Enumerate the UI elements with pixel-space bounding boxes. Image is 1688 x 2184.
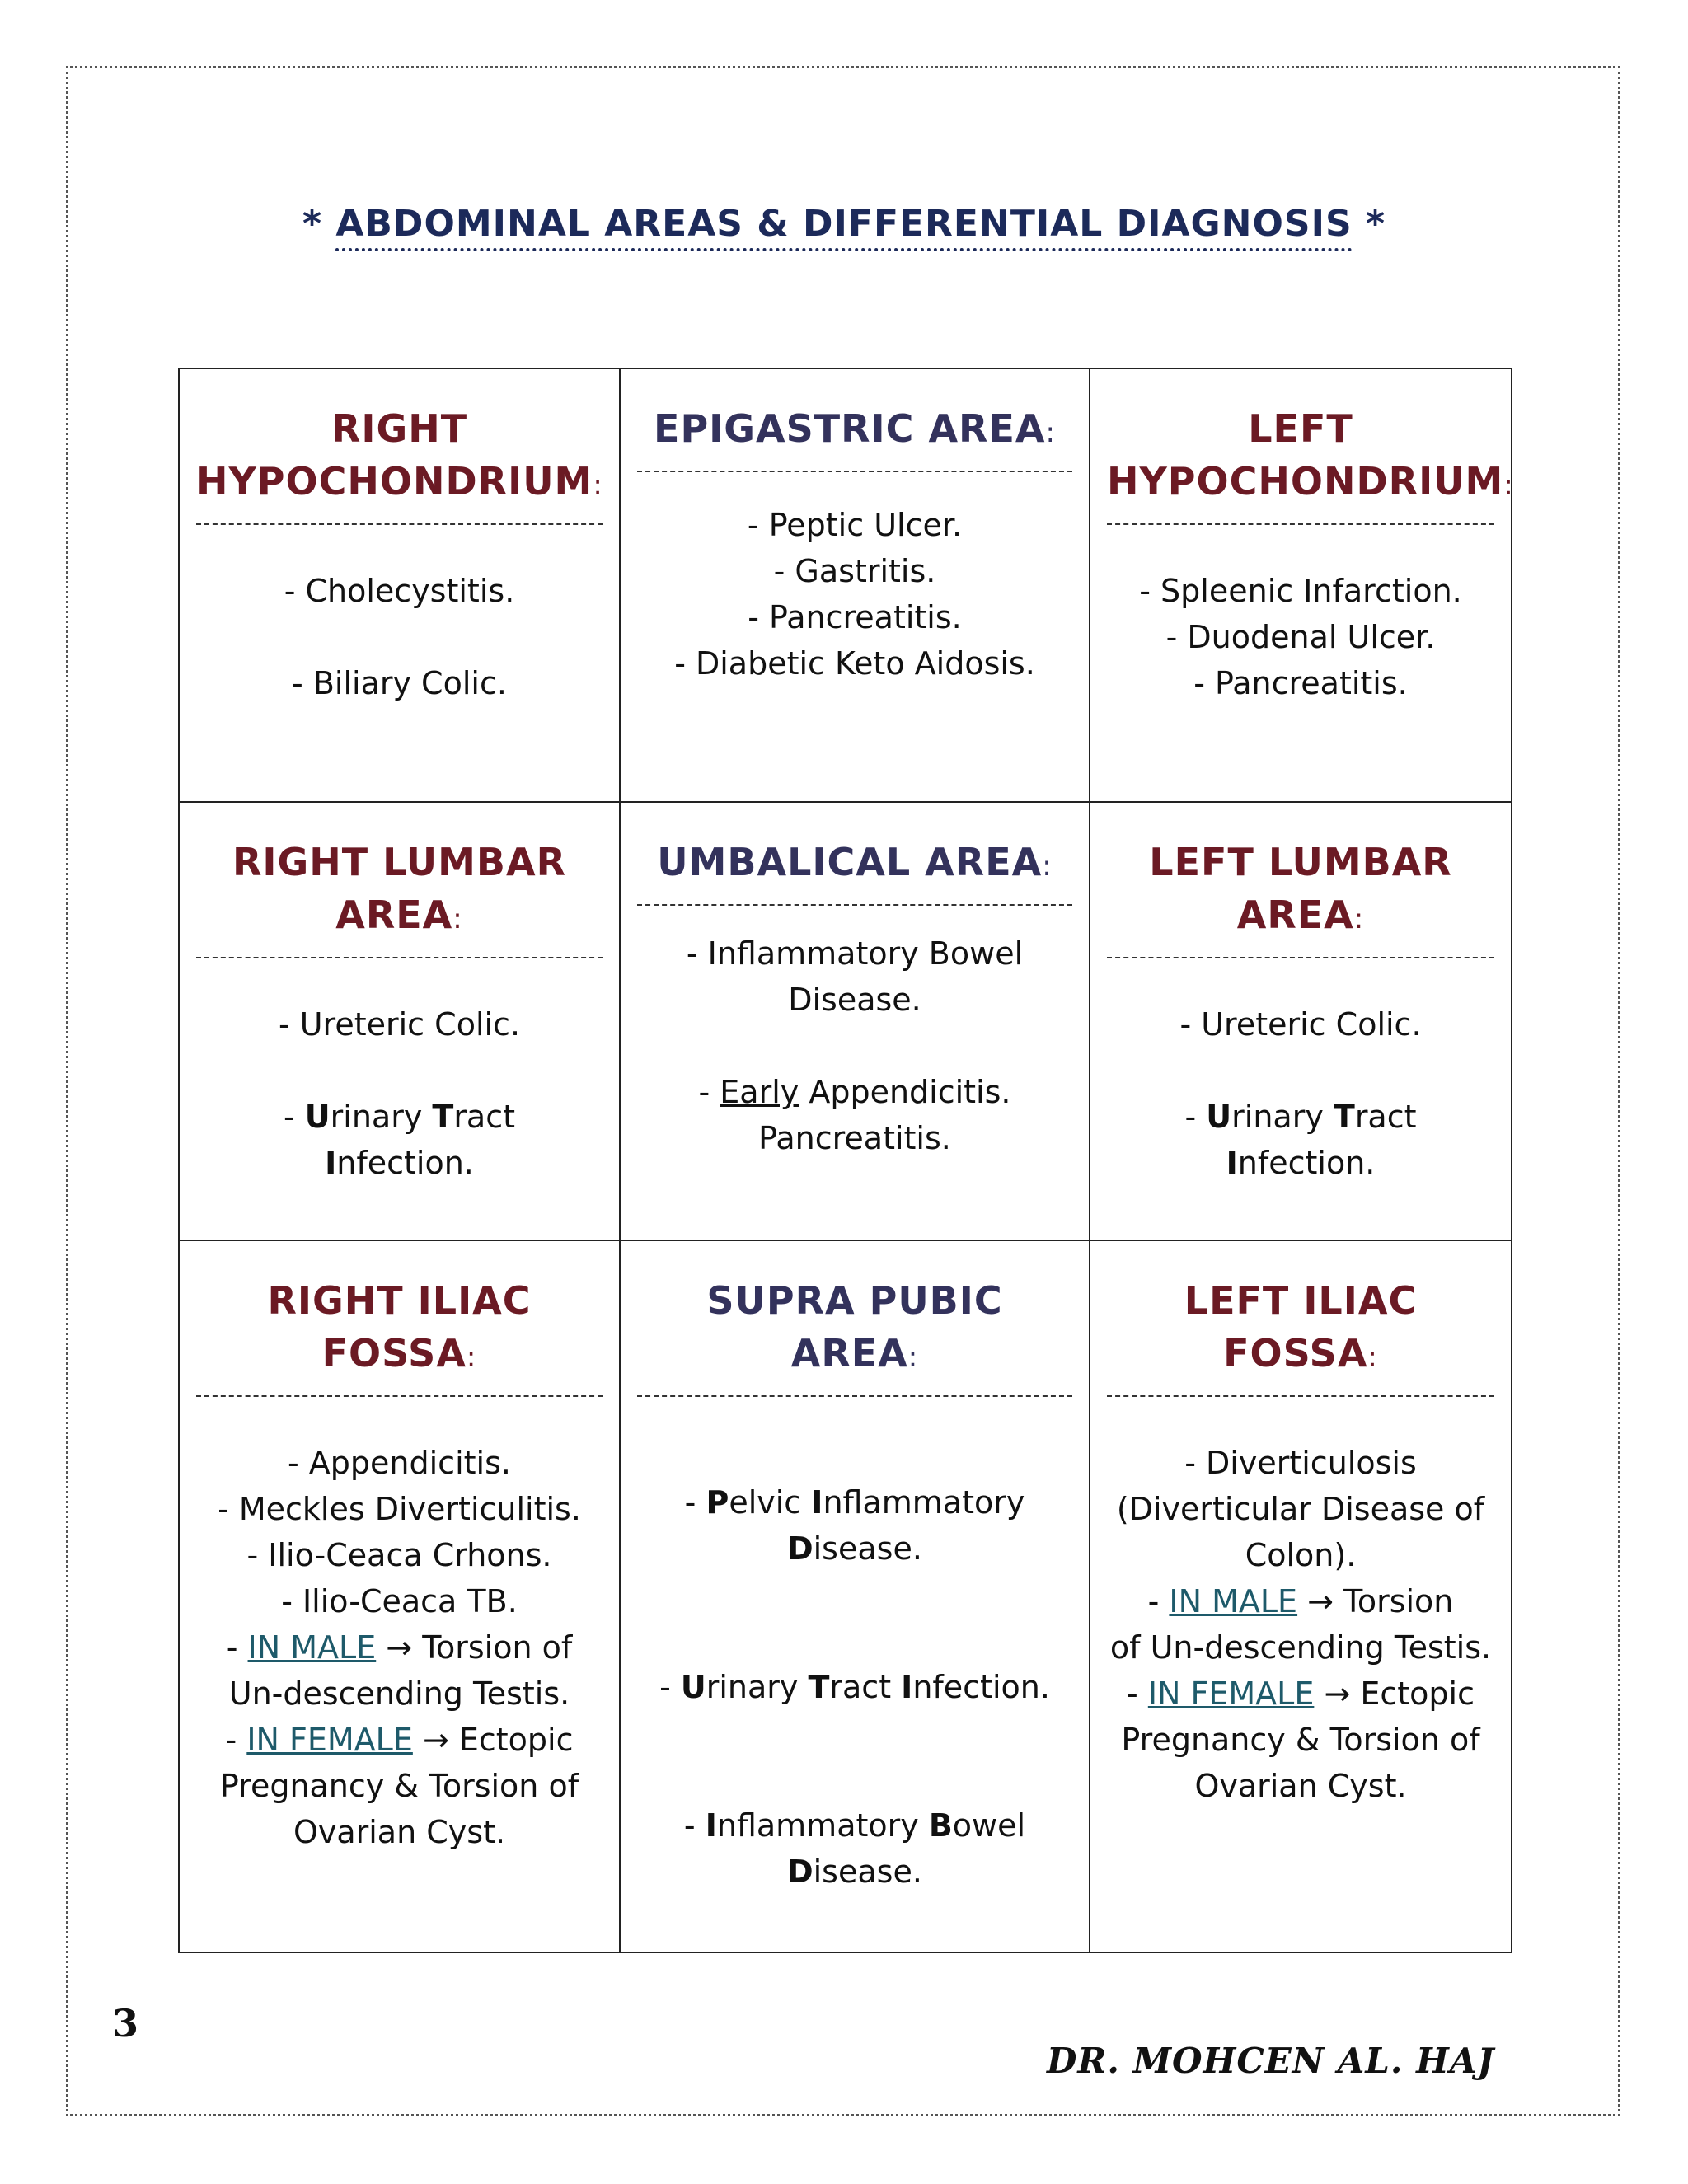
diagnosis-list [637,906,1072,1161]
list-item: - Ureteric Colic. [278,1006,521,1043]
heading-colon: : [1045,416,1056,449]
list-item: - Pancreatitis. [748,599,962,635]
heading-line: RIGHT LUMBAR [232,840,567,884]
heading-line: FOSSA [1223,1331,1368,1376]
list-item: - IN FEMALE → Ectopic Pregnancy & Torsion of Ovarian Cyst. [1121,1675,1480,1804]
list-item: - Biliary Colic. [292,665,507,701]
cell-left-lumbar [1090,803,1511,1241]
diagnosis-list [1107,1397,1494,1809]
list-item: - Ilio-Ceaca TB. [281,1583,518,1619]
heading-line: RIGHT [331,406,468,451]
page-title [0,203,1688,245]
diagnosis-list [637,472,1072,687]
heading-line: FOSSA [321,1331,467,1376]
abdominal-areas-table [178,368,1512,1953]
list-item: - Pancreatitis. [1193,665,1408,701]
list-item: - Ilio-Ceaca Crhons. [246,1537,552,1573]
cell-supra-pubic [621,1241,1090,1952]
heading-colon: : [1503,469,1514,502]
diagnosis-list [1107,958,1494,1186]
in-female-label: IN FEMALE [246,1722,413,1758]
list-item: - Appendicitis. [288,1445,511,1481]
diagnosis-list [637,1397,1072,1895]
cell-right-iliac-fossa [180,1241,621,1952]
cell-heading [637,818,1072,893]
heading-line: LEFT [1248,406,1353,451]
heading-colon: : [452,902,463,935]
author-signature: DR. MOHCEN AL. HAJ [1047,2041,1495,2081]
heading-line: LEFT ILIAC [1184,1278,1418,1323]
list-item: - Diabetic Keto Aidosis. [674,645,1035,682]
list-item: - Urinary Tract Infection. [283,1099,516,1181]
cell-heading [1107,384,1514,512]
cell-left-hypochondrium [1090,369,1514,803]
cell-heading [1107,818,1494,945]
cell-right-hypochondrium [180,369,621,803]
list-item: - Urinary Tract Infection. [659,1669,1050,1705]
title-star-right: * [1365,203,1386,245]
diagnosis-list [196,1397,603,1855]
list-item: - IN FEMALE → Ectopic Pregnancy & Torsion of Ovarian Cyst. [219,1722,579,1850]
heading-line: RIGHT ILIAC [267,1278,532,1323]
list-item: (Diverticular Disease of [1116,1491,1485,1527]
cell-heading [637,1256,1072,1384]
cell-right-lumbar [180,803,621,1241]
heading-line: UMBALICAL AREA [657,840,1043,884]
heading-line: AREA [1236,893,1354,937]
list-item: - Pelvic Inflammatory Disease. [684,1484,1025,1567]
heading-colon: : [1042,850,1053,883]
list-item: - Inflammatory Bowel Disease. [683,1807,1026,1890]
in-male-label: IN MALE [247,1629,377,1666]
list-item: - Ureteric Colic. [1179,1006,1422,1043]
cell-umbilical [621,803,1090,1241]
list-item: - Gastritis. [773,553,936,589]
diagnosis-list [196,958,603,1186]
heading-line: EPIGASTRIC AREA [654,406,1046,451]
heading-line: AREA [335,893,453,937]
title-text: ABDOMINAL AREAS & DIFFERENTIAL DIAGNOSIS [335,203,1352,251]
list-item: - Diverticulosis [1184,1445,1417,1481]
diagnosis-list [196,525,603,706]
list-item: - Spleenic Infarction. [1139,573,1462,609]
heading-line: LEFT LUMBAR [1149,840,1452,884]
heading-line: SUPRA PUBIC AREA [706,1278,1003,1376]
in-female-label: IN FEMALE [1147,1675,1315,1712]
diagnosis-list [1107,525,1494,706]
list-item: - Cholecystitis. [284,573,515,609]
list-item: - Meckles Diverticulitis. [218,1491,581,1527]
cell-heading [196,818,603,945]
cell-left-iliac-fossa [1090,1241,1511,1952]
list-item: - Early Appendicitis. Pancreatitis. [698,1074,1011,1156]
list-item: - IN MALE → Torsion of Un-descending Testis. [1109,1583,1492,1666]
in-male-label: IN MALE [1169,1583,1298,1619]
list-item: - IN MALE → Torsion of Un-descending Testis. [226,1629,573,1712]
cell-heading [196,1256,603,1384]
list-item: - Peptic Ulcer. [747,507,963,543]
heading-colon: : [466,1341,477,1374]
cell-heading [196,384,603,512]
heading-colon: : [1353,902,1365,935]
heading-line: HYPOCHONDRIUM [1107,459,1504,504]
cell-heading [1107,1256,1494,1384]
heading-line: HYPOCHONDRIUM [196,459,593,504]
list-item: Colon). [1245,1537,1357,1573]
heading-colon: : [907,1341,919,1374]
page-number: 3 [112,2001,139,2046]
cell-heading [637,384,1072,459]
list-item: - Duodenal Ulcer. [1165,619,1436,655]
cell-epigastric [621,369,1090,803]
heading-colon: : [593,469,603,502]
heading-colon: : [1367,1341,1378,1374]
title-star-left: * [302,203,323,245]
list-item: - Inflammatory Bowel Disease. [686,935,1024,1018]
list-item: - Urinary Tract Infection. [1184,1099,1417,1181]
